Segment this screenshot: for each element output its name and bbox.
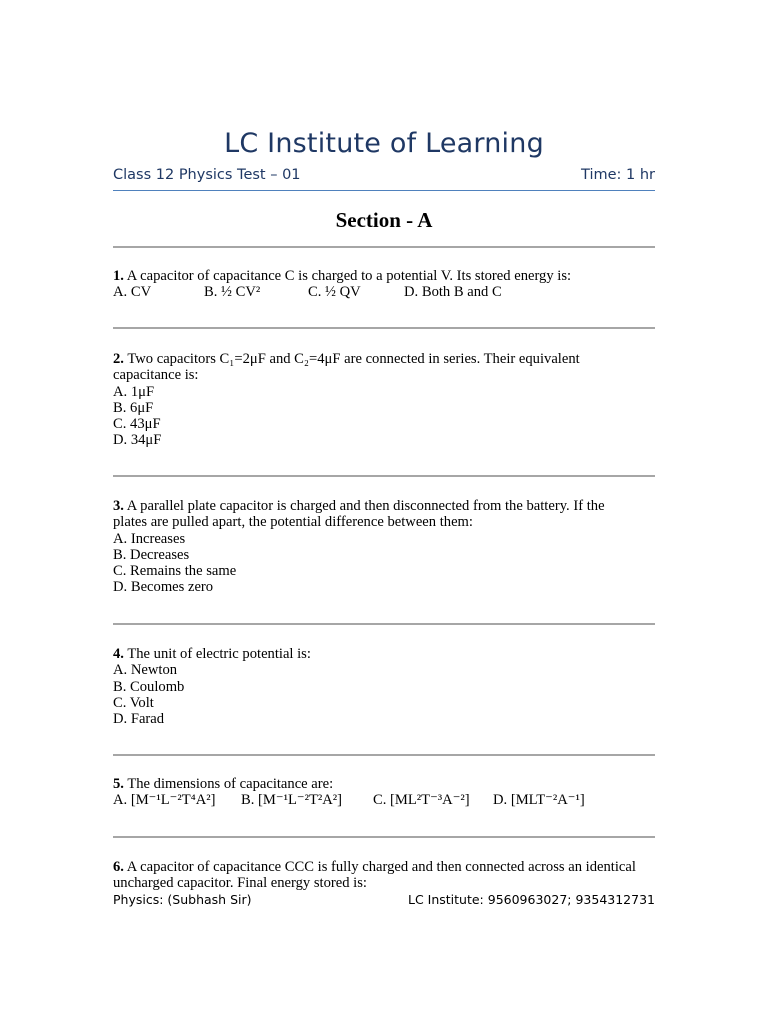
divider	[113, 475, 655, 477]
question-text: A capacitor of capacitance C is charged to a potential V. Its stored energy is:	[126, 268, 572, 284]
option-d: D. Both B and C	[404, 284, 502, 301]
option-b: B. Coulomb	[113, 678, 185, 695]
option-a: A. [M⁻¹L⁻²T⁴A²]	[113, 792, 216, 809]
option-a: A. Newton	[113, 662, 178, 679]
question-text: A capacitor of capacitance CCC is fully charged and then connected across an identical	[126, 859, 636, 875]
option-a: A. CV	[113, 284, 152, 301]
option-c: C. 43μF	[113, 416, 161, 433]
option-b: B. 6μF	[113, 399, 154, 416]
question-number: 5.	[113, 776, 124, 792]
divider	[113, 836, 655, 838]
divider	[113, 246, 655, 248]
page-footer	[113, 892, 655, 907]
question-text-continued: capacitance is:	[113, 367, 199, 384]
option-c: C. [ML²T⁻³A⁻²]	[373, 792, 470, 809]
section-title: Section - A	[335, 208, 433, 232]
option-d: D. Farad	[113, 711, 165, 728]
question-1	[113, 268, 655, 301]
options-row	[113, 284, 655, 300]
header-divider	[113, 190, 655, 191]
question-2	[113, 351, 655, 449]
question-text-continued: plates are pulled apart, the potential difference between them:	[113, 514, 473, 531]
question-text: The dimensions of capacitance are:	[127, 776, 334, 792]
question-text: The unit of electric potential is:	[127, 646, 311, 662]
option-d: D. [MLT⁻²A⁻¹]	[493, 792, 585, 809]
option-c: C. Remains the same	[113, 563, 237, 580]
footer-left: Physics: (Subhash Sir)	[113, 892, 252, 907]
option-d: D. 34μF	[113, 432, 162, 449]
divider	[113, 327, 655, 329]
test-info-row	[113, 167, 655, 183]
question-number: 1.	[113, 268, 124, 284]
question-text: A parallel plate capacitor is charged and then disconnected from the battery. If the	[126, 498, 605, 514]
test-time: Time: 1 hr	[581, 167, 655, 183]
option-a: A. 1μF	[113, 383, 155, 400]
question-text-continued: uncharged capacitor. Final energy stored is:	[113, 875, 367, 892]
divider	[113, 754, 655, 756]
question-number: 4.	[113, 646, 124, 662]
divider	[113, 623, 655, 625]
option-b: B. Decreases	[113, 546, 190, 563]
page-title: LC Institute of Learning	[224, 128, 544, 159]
option-d: D. Becomes zero	[113, 579, 214, 596]
test-name: Class 12 Physics Test – 01	[113, 167, 301, 183]
option-a: A. Increases	[113, 530, 186, 547]
question-3	[113, 498, 655, 596]
question-number: 3.	[113, 498, 124, 514]
question-5	[113, 776, 655, 809]
option-c: C. ½ QV	[308, 284, 361, 301]
footer-right: LC Institute: 9560963027; 9354312731	[407, 892, 655, 907]
option-b: B. [M⁻¹L⁻²T²A²]	[241, 792, 343, 809]
question-text: Two capacitors C₁=2μF and C₂=4μF are connected in series. Their equivalent	[127, 351, 580, 367]
options-row	[113, 792, 655, 808]
option-b: B. ½ CV²	[204, 284, 261, 301]
option-c: C. Volt	[113, 694, 154, 711]
question-number: 6.	[113, 859, 124, 875]
question-number: 2.	[113, 351, 124, 367]
question-6	[113, 859, 655, 892]
question-4	[113, 646, 655, 727]
